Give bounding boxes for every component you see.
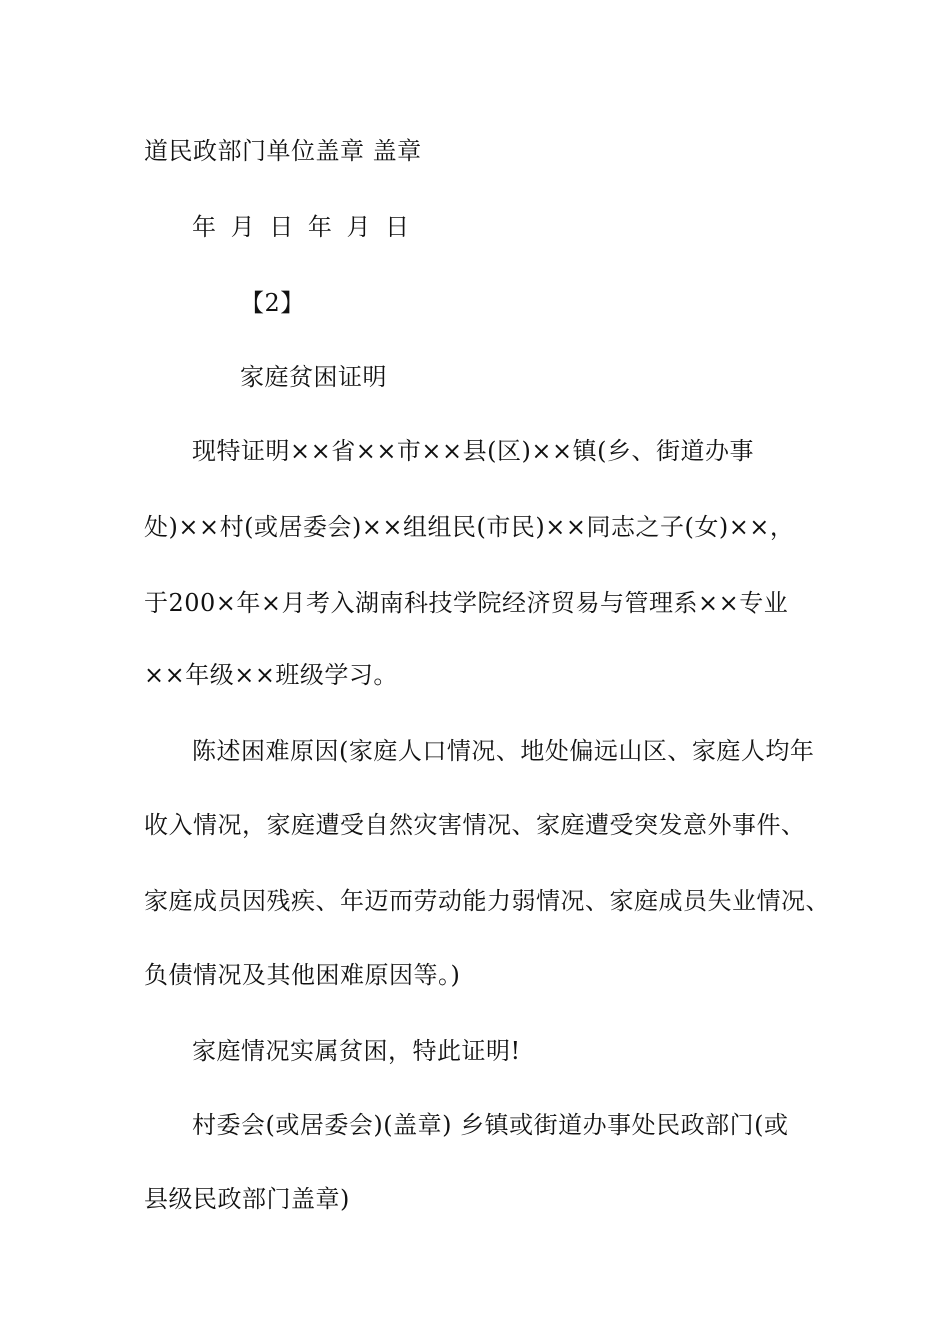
paragraph-line: 负债情况及其他困难原因等。)	[144, 961, 461, 989]
date-line: 年 月 日 年 月 日	[192, 213, 410, 241]
conclusion-line: 家庭情况实属贫困，特此证明!	[192, 1037, 521, 1065]
paragraph-line: 陈述困难原因(家庭人口情况、地处偏远山区、家庭人均年	[192, 737, 815, 765]
signature-line: 县级民政部门盖章)	[144, 1185, 350, 1213]
section-number: 【2】	[240, 289, 305, 317]
paragraph-line: 家庭成员因残疾、年迈而劳动能力弱情况、家庭成员失业情况、	[144, 887, 830, 915]
paragraph-line: 处)××村(或居委会)××组组民(市民)××同志之子(女)××，	[144, 513, 795, 541]
paragraph-line: 于200×年×月考入湖南科技学院经济贸易与管理系××专业	[144, 589, 789, 617]
signature-line: 村委会(或居委会)(盖章) 乡镇或街道办事处民政部门(或	[192, 1111, 789, 1139]
document-title: 家庭贫困证明	[240, 363, 387, 391]
paragraph-line: 收入情况，家庭遭受自然灾害情况、家庭遭受突发意外事件、	[144, 811, 806, 839]
paragraph-line: 现特证明××省××市××县(区)××镇(乡、街道办事	[192, 437, 754, 465]
seal-line: 道民政部门单位盖章 盖章	[144, 137, 422, 165]
paragraph-line: ××年级××班级学习。	[144, 661, 398, 689]
